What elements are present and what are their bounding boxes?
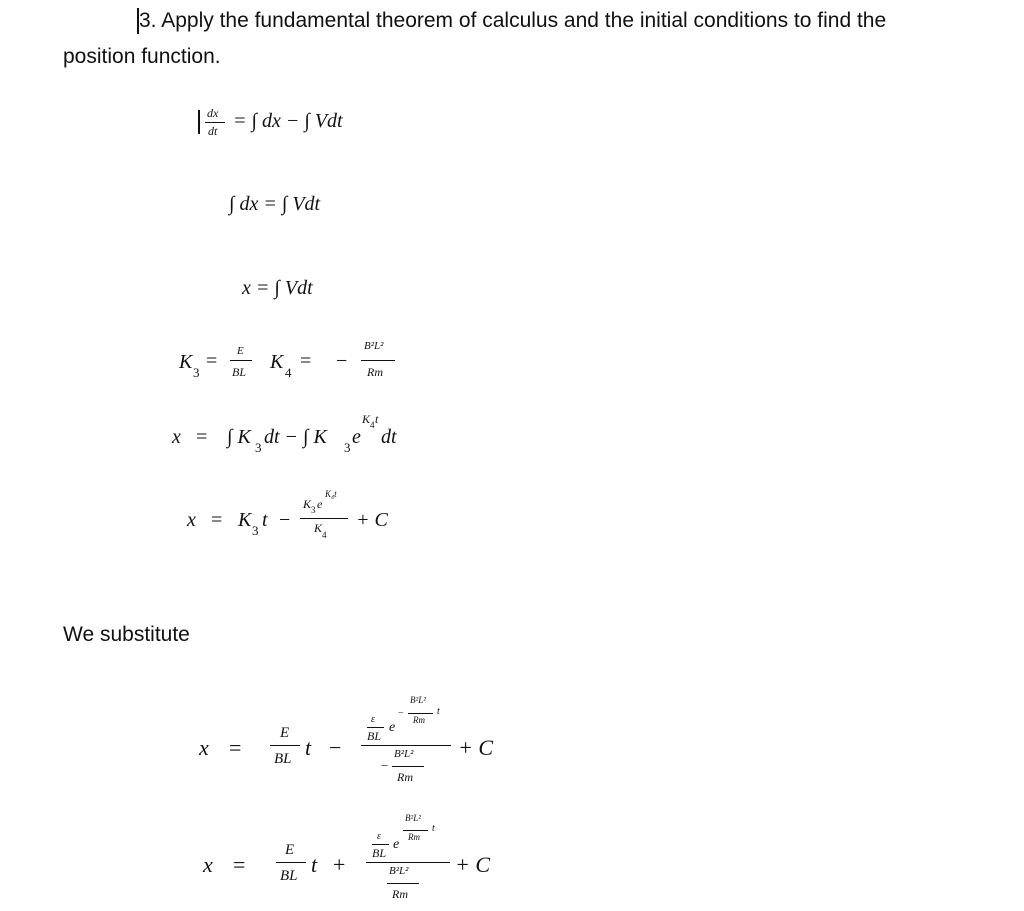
eq8-exp-den: Rm	[408, 832, 420, 842]
eq6-den-sub: 4	[322, 530, 327, 540]
eq7-exp-den: Rm	[413, 715, 425, 725]
eq1-frac-num: dx	[207, 106, 219, 120]
eq1-cursor	[198, 110, 200, 134]
equation-2: ∫ dx = ∫ Vdt	[229, 193, 321, 215]
eq8-bd-num: B²L²	[389, 865, 409, 877]
eq7-plus-c: + C	[458, 735, 494, 760]
eq8-plus: +	[333, 852, 346, 877]
eq8-num: E	[285, 842, 295, 858]
eq8-bn-eps: ε	[377, 831, 381, 842]
eq6-plus-c: + C	[356, 509, 388, 531]
eq6-frac-line	[300, 518, 348, 519]
eq8-bn-bl: BL	[372, 846, 387, 860]
eq7-bd-line	[392, 766, 424, 767]
eq7-exp-t: t	[437, 706, 440, 717]
eq7-bd-den: Rm	[397, 770, 413, 784]
heading-number: 3.	[139, 9, 157, 32]
eq7-bd-num: B²L²	[394, 748, 414, 760]
eq5-lhs: x	[172, 426, 181, 448]
eq7-eq: =	[229, 735, 242, 760]
eq5-sub1: 3	[255, 440, 262, 455]
eq8-t: t	[311, 852, 318, 877]
eq8-bd-line	[387, 883, 419, 884]
eq5-exp-k: K	[362, 412, 371, 426]
eq4-k4-num: B²L²	[364, 340, 384, 352]
eq4-k4-sub: 4	[285, 365, 292, 380]
eq6-num-k: K	[303, 497, 312, 511]
eq4-k3-sub: 3	[193, 365, 200, 380]
eq4-k4: K	[270, 351, 284, 373]
eq7-den: BL	[274, 751, 292, 767]
eq8-frac-line	[276, 862, 306, 863]
eq6-den-k: K	[314, 521, 323, 535]
heading-line-1	[139, 10, 886, 31]
eq4-k3-num: E	[237, 345, 244, 357]
eq4-eq-a: =	[206, 350, 218, 372]
eq1-frac-den: dt	[208, 124, 218, 138]
eq8-bd-den: Rm	[392, 887, 408, 901]
eq6-k: K	[238, 509, 252, 531]
eq4-k3-den: BL	[232, 365, 247, 379]
eq4-k3-line	[230, 360, 252, 361]
eq8-plus-c: + C	[455, 852, 491, 877]
eq4-k4-den: Rm	[367, 365, 383, 379]
eq5-sub2: 3	[344, 440, 351, 455]
eq6-minus: −	[279, 509, 291, 531]
eq6-num-sub: 3	[311, 505, 316, 515]
eq5-exp-sub: 4	[370, 420, 375, 430]
eq7-frac-line	[270, 745, 300, 746]
eq1-rhs: = ∫ dx − ∫ Vdt	[233, 110, 343, 132]
eq5-eq: =	[196, 426, 208, 448]
eq5-e: e	[352, 426, 361, 448]
eq5-int1: ∫ K	[227, 426, 251, 448]
eq8-bn-line	[372, 844, 389, 845]
eq7-bn-e: e	[389, 720, 396, 735]
eq7-num: E	[280, 725, 290, 741]
eq7-bn-eps: ε	[371, 714, 375, 725]
eq5-dt1: dt − ∫ K	[264, 426, 327, 448]
eq6-num-e: e	[317, 497, 323, 511]
eq8-den: BL	[280, 868, 298, 884]
heading-text: Apply the fundamental theorem of calculus and the initial conditions to find the	[161, 9, 887, 32]
eq4-eq-b: =	[300, 350, 312, 372]
eq5-exp-t: t	[375, 412, 379, 426]
eq8-bn-e: e	[393, 837, 400, 852]
eq6-k-sub: 3	[252, 523, 259, 538]
eq4-k3: K	[179, 351, 193, 373]
eq6-t: t	[262, 509, 268, 531]
equation-3: x = ∫ Vdt	[242, 277, 313, 299]
eq8-lhs: x	[203, 852, 213, 877]
eq6-eq: =	[211, 509, 223, 531]
eq7-exp-line	[408, 713, 433, 714]
eq8-big-line	[366, 862, 450, 863]
eq7-exp-num: B²L²	[410, 695, 426, 705]
eq8-exp-t: t	[432, 823, 435, 834]
eq8-eq: =	[233, 852, 246, 877]
eq7-big-line	[361, 745, 451, 746]
eq6-lhs: x	[187, 509, 196, 531]
eq8-exp-line	[403, 830, 428, 831]
eq7-t: t	[305, 735, 312, 760]
eq7-bd-neg: −	[381, 758, 389, 773]
eq7-exp-neg: −	[398, 708, 404, 719]
eq7-minus: −	[329, 735, 342, 760]
eq8-exp-num: B²L²	[405, 813, 421, 823]
substitute-text: We substitute	[63, 623, 190, 646]
eq7-bn-bl: BL	[367, 729, 382, 743]
eq6-num-exp: K₄t	[325, 489, 337, 499]
eq1-frac-line	[205, 122, 225, 123]
eq5-dt2: dt	[381, 426, 397, 448]
eq7-lhs: x	[199, 735, 209, 760]
heading-line-2: position function.	[63, 45, 221, 68]
eq4-k4-line	[361, 360, 395, 361]
eq4-minus: −	[336, 350, 348, 372]
page-bottom-edge	[0, 880, 1024, 911]
eq7-bn-line	[367, 727, 384, 728]
